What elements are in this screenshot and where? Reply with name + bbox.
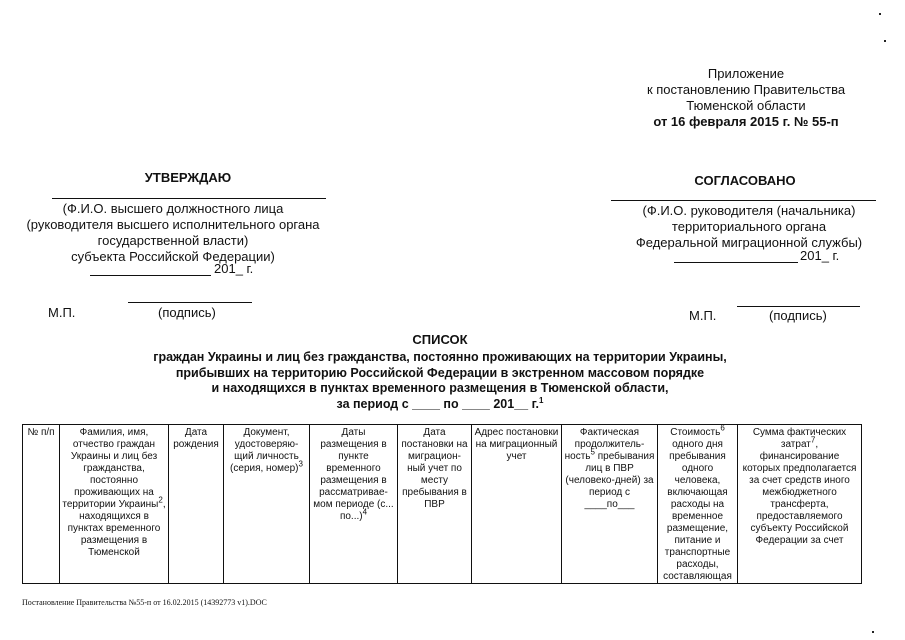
scan-dot	[872, 631, 874, 633]
agree-signature-line	[737, 306, 860, 307]
header-cell-daily-cost: Стоимость$^6$ одного дня пребывания одного человека, включающая расходы на временное размещение, питание и транспортные расходы, составляющая	[658, 425, 738, 584]
approve-signature-line	[128, 302, 252, 303]
approve-line: (Ф.И.О. высшего должностного лица	[62, 201, 284, 216]
header-cell-actual-costs: Сумма фактических затрат$^7$, финансирование которых предполагается за счет средств иного межбюджетного трансферта, предоставляемого субъекту Российской Федерации за счет	[738, 425, 862, 584]
agree-block	[594, 203, 904, 251]
agree-year: 201_ г.	[800, 248, 840, 263]
persons-table	[22, 424, 862, 584]
approve-block	[8, 201, 338, 265]
header-cell-registration-address: Адрес постановки на миграционный учет	[472, 425, 562, 584]
footnote-ref: 6	[720, 424, 725, 433]
appendix-line: к постановлению Правительства	[646, 82, 846, 97]
approve-signature-caption: (подпись)	[158, 305, 216, 320]
header-cell-placement-dates: Даты размещения в пункте временного размещения в рассматривае-мом периоде (с... по...)$^4$	[310, 425, 398, 584]
footnote-ref: 5	[590, 447, 595, 457]
agree-line: территориального органа	[671, 219, 827, 234]
list-subtitle-line: прибывших на территорию Российской Федерации в экстренном массовом порядке	[175, 365, 705, 380]
footnote-ref: 3	[298, 459, 303, 469]
agree-line: (Ф.И.О. руководителя (начальника)	[642, 203, 856, 218]
header-cell-birth-date: Дата рождения	[169, 425, 224, 584]
agree-title: СОГЛАСОВАНО	[694, 173, 796, 188]
header-cell-number: № п/п	[23, 425, 60, 584]
approve-year: 201_ г.	[214, 261, 254, 276]
footer-filename: Постановление Правительства №55-п от 16.02.2015 (14392773 v1).DOC	[22, 598, 267, 607]
agree-date-line	[674, 262, 798, 263]
footnote-ref: 4	[362, 507, 368, 517]
table-header-row	[23, 425, 862, 584]
appendix-resolution-date: от 16 февраля 2015 г. № 55-п	[653, 114, 839, 129]
approve-date-line	[90, 275, 211, 276]
list-title: СПИСОК	[412, 332, 468, 347]
appendix-block	[600, 66, 892, 130]
header-cell-stay-duration: Фактическая продолжитель-ность$^5$ пребывания лиц в ПВР (человеко-дней) за период с ____по___	[562, 425, 658, 584]
scan-dot	[879, 13, 881, 15]
header-cell-full-name: Фамилия, имя, отчество граждан Украины и лиц без гражданства, постоянно проживающих на территории Украины$^2$, находящихся в пунктах временного размещения в Тюменской	[60, 425, 169, 584]
footnote-ref: 1	[539, 395, 544, 405]
agree-line: Федеральной миграционной службы)	[635, 235, 863, 250]
agree-signature-caption: (подпись)	[769, 308, 827, 323]
footnote-ref: 2	[158, 495, 163, 505]
appendix-line: Тюменской области	[686, 98, 806, 113]
agree-stamp: М.П.	[689, 308, 717, 323]
approve-line: государственной власти)	[97, 233, 249, 248]
footnote-ref: 7	[810, 435, 816, 445]
header-cell-id-document: Документ, удостоверяю-щий личность (серия, номер)$^3$	[224, 425, 310, 584]
header-cell-registration-date: Дата постановки на миграцион-ный учет по месту пребывания в ПВР	[398, 425, 472, 584]
approve-line: (руководителя высшего исполнительного органа	[26, 217, 320, 232]
approve-stamp: М.П.	[48, 305, 76, 320]
agree-name-line	[611, 200, 876, 201]
list-subtitle-line: граждан Украины и лиц без гражданства, постоянно проживающих на территории Украины,	[153, 350, 727, 364]
approve-name-line	[52, 198, 326, 199]
scan-dot	[884, 40, 886, 42]
appendix-title: Приложение	[707, 66, 785, 81]
list-subtitle-line: и находящихся в пунктах временного размещения в Тюменской области,	[211, 381, 669, 395]
list-subtitle	[60, 350, 820, 412]
list-period-text: за период с ____ по ____ 201__ г.	[336, 396, 540, 411]
approve-title: УТВЕРЖДАЮ	[144, 170, 232, 185]
approve-line: субъекта Российской Федерации)	[71, 249, 275, 264]
list-period	[60, 397, 820, 413]
